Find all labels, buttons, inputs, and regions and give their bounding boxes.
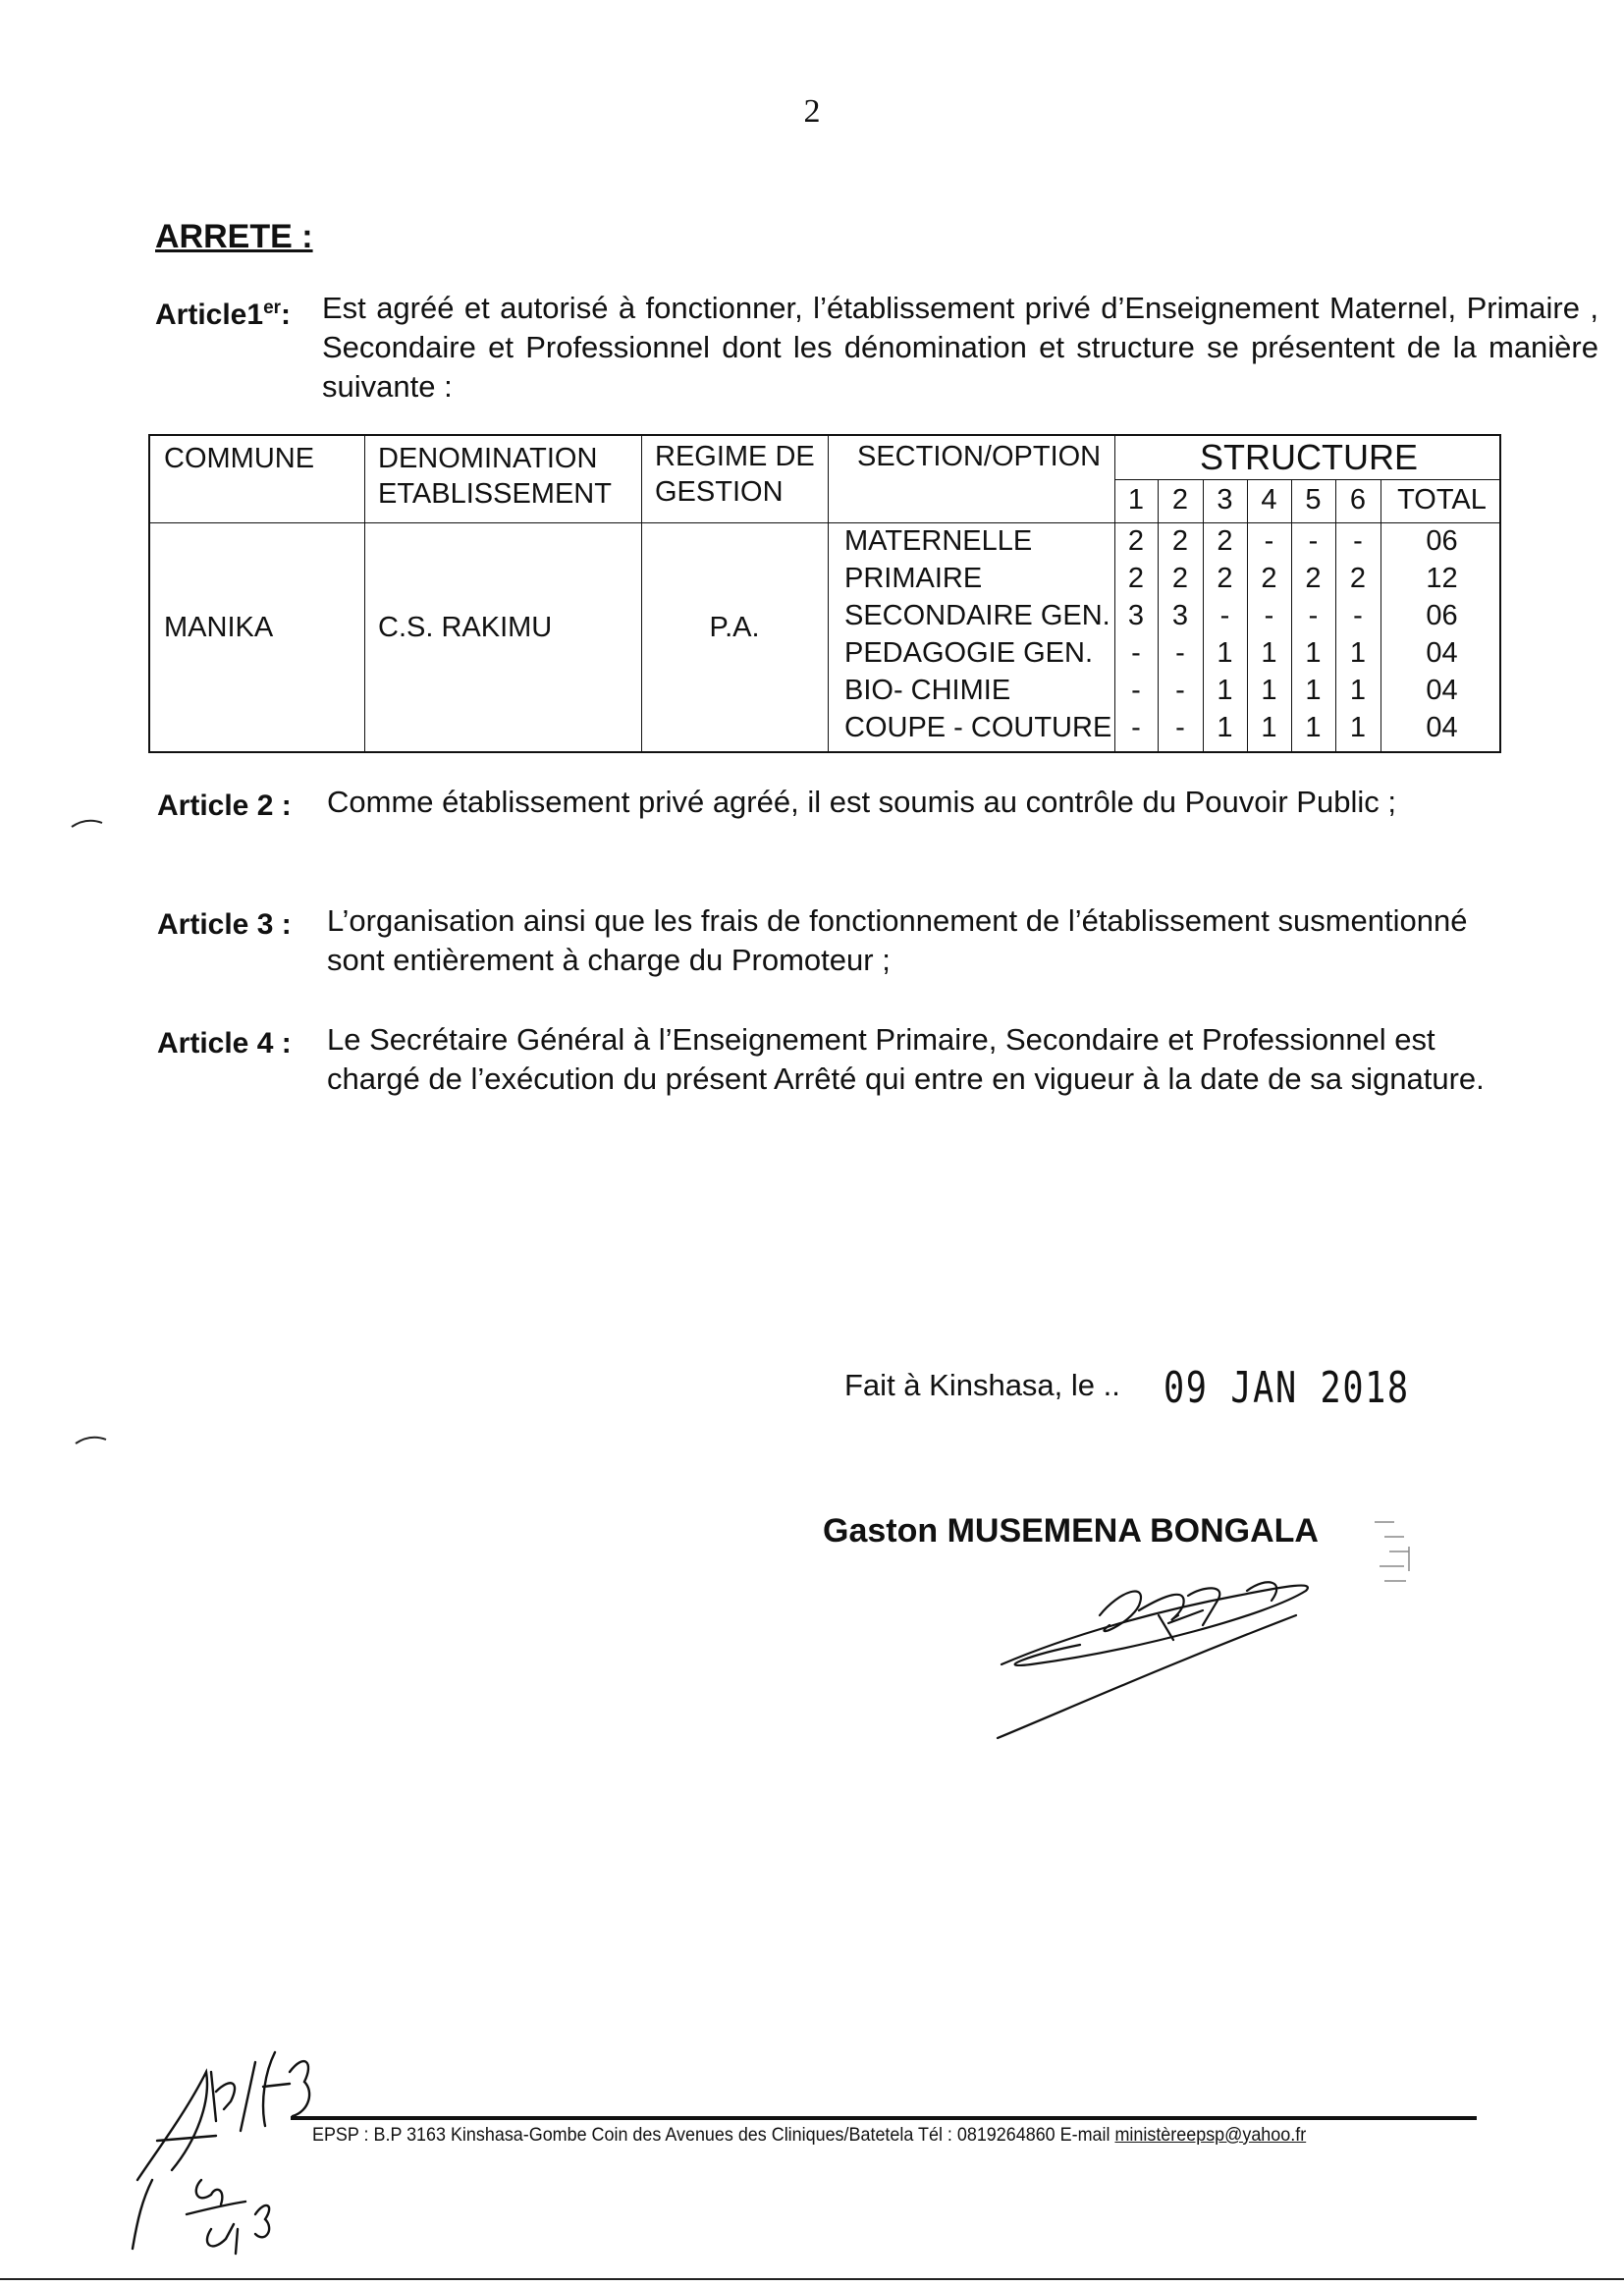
- option-maternelle: MATERNELLE: [844, 525, 1033, 557]
- table-cell: 2: [1171, 525, 1189, 557]
- table-cell: 1: [1217, 712, 1233, 743]
- table-cell: -: [1308, 525, 1319, 557]
- header-regime-1: REGIME DE: [655, 441, 815, 472]
- structure-table: [148, 434, 1501, 753]
- article-1: [155, 289, 1598, 404]
- article-4-text: Le Secrétaire Général à l’Enseignement Primaire, Secondaire et Professionnel est chargé de l’exécution du présent Arrêté qui entre en vigueur à la date de sa signature.: [327, 1022, 1485, 1096]
- header-year-4: 4: [1261, 484, 1277, 516]
- footer-email-link[interactable]: ministèreepsp@yahoo.fr: [1114, 2124, 1307, 2146]
- table-total: 04: [1426, 675, 1458, 706]
- table-cell: -: [1264, 600, 1274, 631]
- header-denomination-1: DENOMINATION: [378, 443, 598, 474]
- table-cell: 1: [1349, 637, 1367, 669]
- table-divider: [828, 436, 829, 751]
- article-2-text: Comme établissement privé agréé, il est soumis au contrôle du Pouvoir Public ;: [327, 785, 1396, 819]
- option-primaire: PRIMAIRE: [844, 563, 983, 594]
- table-cell: 1: [1217, 637, 1233, 669]
- table-cell: 1: [1349, 675, 1367, 706]
- option-bio-chimie: BIO- CHIMIE: [844, 675, 1011, 706]
- table-cell: 1: [1349, 712, 1367, 743]
- table-divider: [364, 436, 365, 751]
- table-cell: -: [1219, 600, 1230, 631]
- table-cell: -: [1308, 600, 1319, 631]
- option-secondaire-gen: SECONDAIRE GEN.: [844, 600, 1110, 631]
- table-total: 06: [1426, 600, 1458, 631]
- table-cell: -: [1131, 637, 1141, 669]
- table-cell: -: [1131, 675, 1141, 706]
- table-cell: -: [1353, 525, 1363, 557]
- table-total: 04: [1426, 637, 1458, 669]
- table-cell: 2: [1349, 563, 1367, 594]
- table-cell: -: [1264, 525, 1274, 557]
- option-coupe-couture: COUPE - COUTURE: [844, 712, 1112, 743]
- table-cell: 2: [1261, 563, 1277, 594]
- table-divider: [1114, 479, 1499, 480]
- header-year-2: 2: [1171, 484, 1189, 516]
- footer-rule: [291, 2116, 1477, 2120]
- header-commune: COMMUNE: [164, 443, 315, 474]
- footer-address: [312, 2124, 1306, 2147]
- table-cell: 1: [1261, 637, 1277, 669]
- table-cell: -: [1175, 637, 1185, 669]
- table-cell: 2: [1127, 563, 1145, 594]
- page-edge-line: [0, 2278, 1624, 2280]
- stamp-remnant: [1355, 1493, 1424, 1601]
- article-3-text: L’organisation ainsi que les frais de fonctionnement de l’établissement susmentionné sont entièrement à charge du Promoteur ;: [327, 903, 1468, 977]
- article-1-label-text: Article1: [155, 299, 264, 331]
- header-regime-2: GESTION: [655, 476, 784, 508]
- header-section-option: SECTION/OPTION: [857, 441, 1102, 472]
- table-cell: 2: [1217, 525, 1233, 557]
- arrete-heading: ARRETE :: [155, 218, 313, 255]
- table-cell: 2: [1305, 563, 1322, 594]
- handwritten-initials: [118, 2033, 344, 2259]
- place-and-date: Fait à Kinshasa, le ..: [844, 1368, 1120, 1402]
- table-cell: -: [1131, 712, 1141, 743]
- table-cell: 3: [1127, 600, 1145, 631]
- header-structure: STRUCTURE: [1200, 437, 1418, 477]
- table-total: 04: [1426, 712, 1458, 743]
- header-year-1: 1: [1127, 484, 1145, 516]
- table-cell: -: [1353, 600, 1363, 631]
- table-cell: 1: [1305, 675, 1322, 706]
- table-cell: 1: [1305, 637, 1322, 669]
- table-cell: 3: [1171, 600, 1189, 631]
- header-year-5: 5: [1305, 484, 1322, 516]
- table-cell: 1: [1217, 675, 1233, 706]
- signatory-name: Gaston MUSEMENA BONGALA: [823, 1512, 1319, 1550]
- table-total: 06: [1426, 525, 1458, 557]
- table-divider: [641, 436, 642, 751]
- table-cell: 1: [1261, 712, 1277, 743]
- footer-address-text: EPSP : B.P 3163 Kinshasa-Gombe Coin des Avenues des Cliniques/Batetela Tél : 0819264860 E-mail: [312, 2124, 1115, 2146]
- article-2-label: Article 2 :: [157, 789, 292, 822]
- cell-commune: MANIKA: [164, 612, 274, 643]
- article-1-label: [155, 299, 291, 331]
- table-cell: 1: [1305, 712, 1322, 743]
- header-denomination-2: ETABLISSEMENT: [378, 478, 612, 510]
- table-cell: 1: [1261, 675, 1277, 706]
- page-number: 2: [803, 93, 821, 130]
- table-cell: 2: [1127, 525, 1145, 557]
- article-4-label: Article 4 :: [157, 1027, 292, 1060]
- table-cell: -: [1175, 675, 1185, 706]
- table-cell: -: [1175, 712, 1185, 743]
- table-cell: 2: [1171, 563, 1189, 594]
- scan-mark: [73, 1432, 112, 1447]
- article-1-label-colon: :: [281, 299, 292, 331]
- handwritten-signature: [992, 1556, 1345, 1753]
- option-pedagogie-gen: PEDAGOGIE GEN.: [844, 637, 1093, 669]
- article-1-label-sup: er: [263, 298, 282, 318]
- table-cell: 2: [1217, 563, 1233, 594]
- article-1-text: Est agréé et autorisé à fonctionner, l’établissement privé d’Enseignement Maternel, Primaire , Secondaire et Professionnel dont les dénomination et structure se présentent de la manière suivante :: [322, 291, 1598, 404]
- header-year-3: 3: [1217, 484, 1233, 516]
- article-3-label: Article 3 :: [157, 908, 292, 941]
- cell-denomination: C.S. RAKIMU: [378, 612, 553, 643]
- table-total: 12: [1426, 563, 1458, 594]
- cell-regime: P.A.: [709, 612, 760, 643]
- date-stamp: 09 JAN 2018: [1164, 1363, 1410, 1413]
- header-total: TOTAL: [1397, 484, 1487, 516]
- scan-mark: [69, 815, 108, 831]
- header-year-6: 6: [1349, 484, 1367, 516]
